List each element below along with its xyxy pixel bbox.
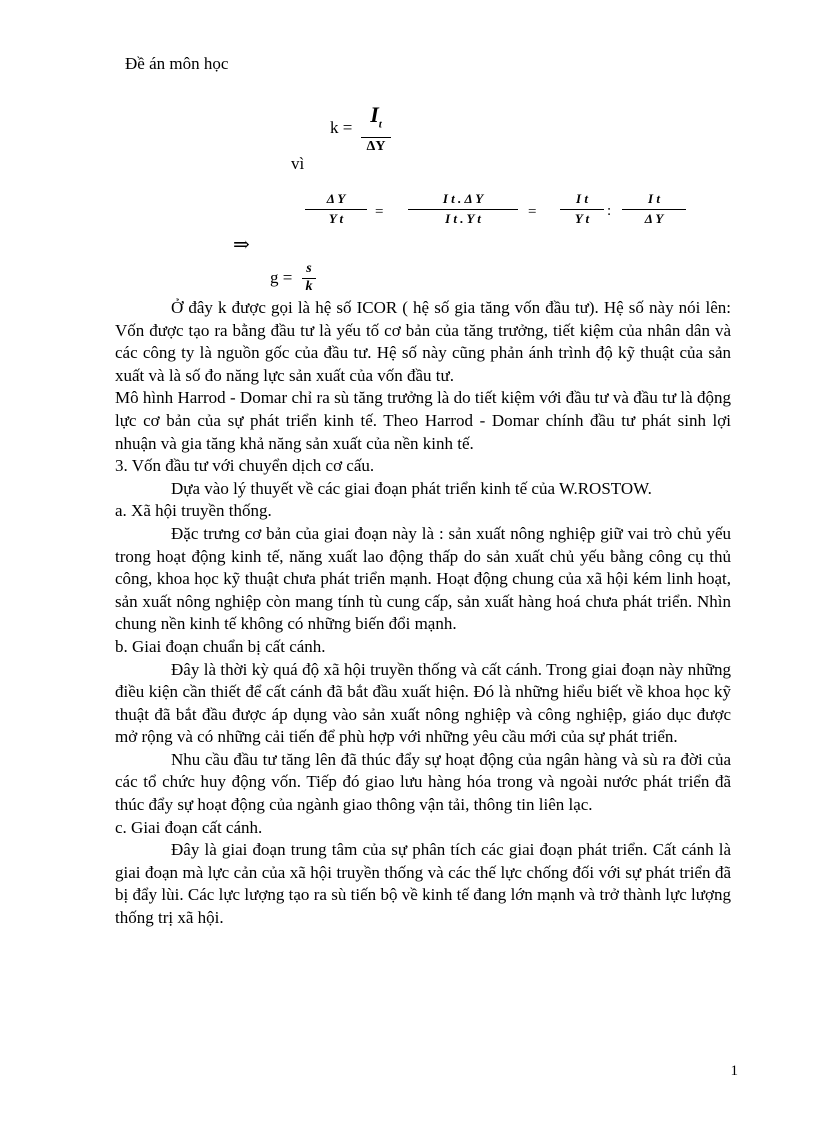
fraction-4	[622, 191, 686, 227]
fraction-1	[305, 191, 367, 227]
k-numerator: I	[370, 102, 379, 127]
fraction-3	[560, 191, 604, 227]
k-numerator-sub: t	[378, 118, 382, 131]
page-number: 1	[730, 1063, 738, 1079]
equals-1: =	[375, 204, 384, 220]
paragraph-harrod-domar: Mô hình Harrod - Domar chỉ ra sù tăng trưởng là do tiết kiệm với đầu tư và đầu tư là động lực cơ bản của sự phát triển kinh tế. Theo Harrod - Domar chính đầu tư phát sinh lợi nhuận và gia tăng khả năng sản xuất của nền kinh tế.	[115, 388, 731, 453]
vi-word: vì	[291, 154, 305, 173]
subheading-c: c. Giai đoạn cất cánh.	[115, 817, 263, 837]
body-text	[115, 297, 731, 930]
fraction-1-denominator: Y t	[328, 211, 344, 226]
g-numerator: s	[306, 261, 312, 276]
fraction-2-denominator: I t . Y t	[445, 211, 481, 226]
fraction-4-denominator: Δ Y	[644, 211, 664, 226]
paragraph-traditional-society: Đặc trưng cơ bản của giai đoạn này là : sản xuất nông nghiệp giữ vai trò chủ yếu trong hoạt động kinh tế, năng xuất lao động thấp do sản xuất chủ yếu bằng công cụ thủ công, khoa học kỹ thuật chưa phát triển mạnh. Hoạt động chung của xã hội kém linh hoạt, sản xuất nông nghiệp còn mang tính tù cung cấp, sản xuất hàng hoá chưa phát triển. Nhìn chung nền kinh tế không có những biến đổi mạnh.	[115, 523, 731, 634]
g-denominator: k	[305, 279, 313, 294]
paragraph-rostow: Dựa vào lý thuyết về các giai đoạn phát triển kinh tế của W.ROSTOW.	[171, 478, 652, 498]
fraction-1-numerator: Δ Y	[326, 191, 346, 206]
page-header: Đề án môn học	[125, 54, 229, 73]
fraction-2	[408, 191, 518, 227]
k-label: k =	[330, 118, 353, 137]
subheading-b: b. Giai đoạn chuẩn bị cất cánh.	[115, 636, 326, 656]
fraction-4-numerator: I t	[648, 191, 660, 206]
subheading-a: a. Xã hội truyền thống.	[115, 501, 272, 521]
g-label: g =	[270, 268, 293, 287]
equals-2: =	[528, 204, 537, 220]
k-denominator: ΔY	[366, 139, 386, 155]
fraction-3-denominator: Y t	[574, 211, 590, 226]
paragraph-icor: Ở đây k được gọi là hệ số ICOR ( hệ số gia tăng vốn đầu tư). Hệ số này nói lên: Vốn được tạo ra bằng đầu tư là yếu tố cơ bản của tăng trưởng, tiết kiệm của nhân dân và các công ty là nguồn gốc của đầu tư. Hệ số này cũng phản ánh trình độ kỹ thuật của sản xuất và là số đo năng lực sản xuất của vốn đầu tư.	[115, 298, 731, 385]
fraction-2-numerator: I t . Δ Y	[442, 191, 484, 206]
colon-operator: :	[607, 203, 612, 219]
paragraph-takeoff: Đây là giai đoạn trung tâm của sự phân tích các giai đoạn phát triển. Cất cánh là giai đoạn mà lực cản của xã hội truyền thống và các thế lực chống đối với sự phát triển đã bị đẩy lùi. Các lực lượng tạo ra sù tiến bộ về kinh tế đang lớn mạnh và trở thành lực lượng thống trị xã hội.	[115, 840, 731, 928]
paragraph-pre-takeoff: Đây là thời kỳ quá độ xã hội truyền thống và cất cánh. Trong giai đoạn này những điều kiện cần thiết để cất cánh đã bắt đầu xuất hiện. Đó là những hiểu biết về khoa học kỹ thuật đã bắt đầu được áp dụng vào sản xuất nông nghiệp và công nghiệp, giáo dục được mở rộng và có những cải tiến để phù hợp với những yêu cầu mới của sự phát triển.	[115, 659, 731, 747]
g-fraction	[302, 262, 316, 294]
k-fraction	[361, 104, 391, 155]
implies-arrow: ⇒	[233, 234, 250, 256]
fraction-3-numerator: I t	[576, 191, 588, 206]
section-heading-3: 3. Vốn đầu tư với chuyển dịch cơ cấu.	[115, 456, 375, 476]
paragraph-investment-demand: Nhu cầu đầu tư tăng lên đã thúc đẩy sự hoạt động của ngân hàng và sù ra đời của các tổ chức huy động vốn. Tiếp đó giao lưu hàng hóa trong và ngoài nước phát triển đã thúc đẩy sự hoạt động của ngành giao thông vận tải, thông tin liên lạc.	[115, 749, 731, 815]
